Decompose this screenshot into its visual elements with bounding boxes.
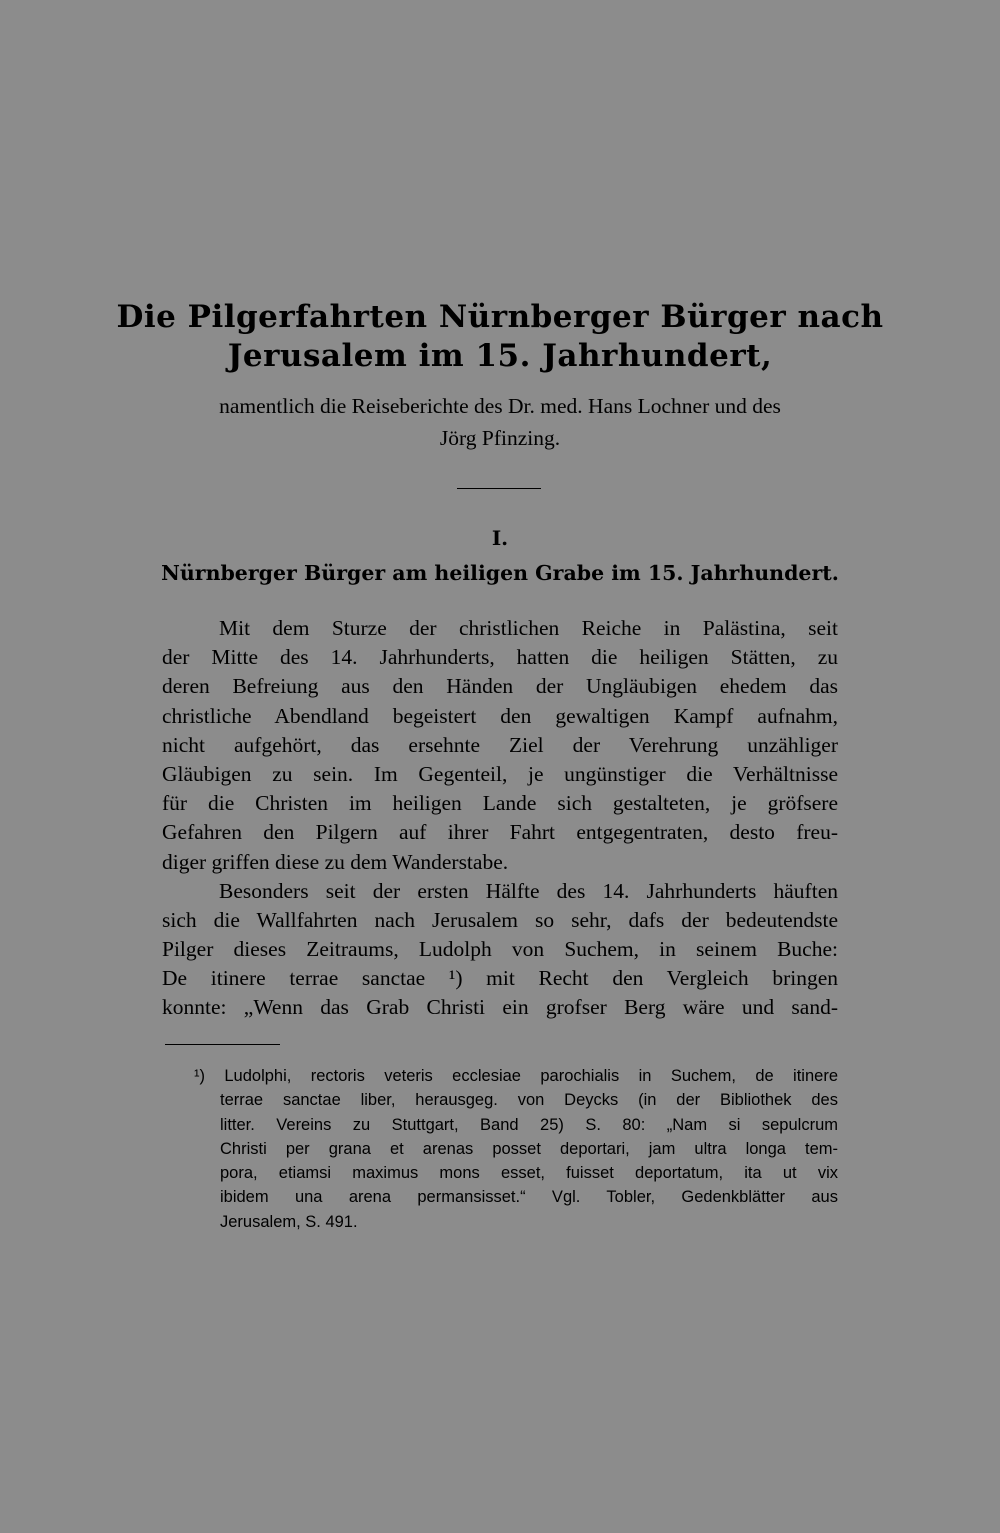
body-line: Pilger dieses Zeitraums, Ludolph von Suchem, in seinem Buche: (162, 937, 838, 962)
section-heading: Nürnberger Bürger am heiligen Grabe im 15. Jahrhundert. (161, 561, 839, 585)
section-number: I. (491, 526, 509, 550)
body-line: nicht aufgehört, das ersehnte Ziel der Verehrung unzähliger (162, 732, 838, 757)
body-line: christliche Abendland begeistert den gewaltigen Kampf aufnahm, (162, 703, 838, 728)
body-line: sich die Wallfahrten nach Jerusalem so sehr, dafs der bedeutendste (162, 907, 838, 932)
body-line: Gefahren den Pilgern auf ihrer Fahrt entgegentraten, desto freu- (162, 820, 838, 845)
body-line: der Mitte des 14. Jahrhunderts, hatten die heiligen Stätten, zu (162, 645, 838, 670)
footnote (162, 1064, 838, 1234)
footnote-line: litter. Vereins zu Stuttgart, Band 25) S. 80: „Nam si sepulcrum (220, 1115, 838, 1134)
body-line: diger griffen diese zu dem Wanderstabe. (162, 849, 509, 874)
footnote-divider (165, 1044, 280, 1045)
body-line: De itinere terrae sanctae ¹) mit Recht den Vergleich bringen (162, 966, 838, 991)
body-line: konnte: „Wenn das Grab Christi ein grofser Berg wäre und sand- (162, 995, 838, 1020)
footnote-line: Christi per grana et arenas posset deportari, jam ultra longa tem- (220, 1139, 838, 1158)
page-title-line-2: Jerusalem im 15. Jahrhundert, (227, 338, 773, 374)
body-text (162, 614, 838, 1023)
subtitle-line-2: Jörg Pfinzing. (439, 426, 561, 450)
body-line: für die Christen im heiligen Lande sich gestalteten, je gröfsere (162, 791, 838, 816)
footnote-line: ¹) Ludolphi, rectoris veteris ecclesiae parochialis in Suchem, de itinere (194, 1067, 838, 1085)
footnote-line: Jerusalem, S. 491. (220, 1212, 358, 1231)
footnote-line: ibidem una arena permansisset.“ Vgl. Tobler, Gedenkblätter aus (220, 1188, 838, 1207)
footnote-line: terrae sanctae liber, herausgeg. von Deycks (in der Bibliothek des (220, 1091, 838, 1110)
body-line: Besonders seit der ersten Hälfte des 14. Jahrhunderts häuften (219, 878, 838, 903)
subtitle-line-1: namentlich die Reiseberichte des Dr. med. Hans Lochner und des (219, 394, 781, 418)
page-title-line-1: Die Pilgerfahrten Nürnberger Bürger nach (116, 299, 884, 335)
footnote-line: pora, etiamsi maximus mons esset, fuisset deportatum, ita ut vix (220, 1164, 838, 1183)
body-line: Mit dem Sturze der christlichen Reiche in Palästina, seit (219, 616, 838, 640)
body-line: deren Befreiung aus den Händen der Ungläubigen ehedem das (162, 674, 838, 699)
body-line: Gläubigen zu sein. Im Gegenteil, je ungünstiger die Verhältnisse (162, 761, 838, 786)
title-divider (457, 488, 541, 489)
